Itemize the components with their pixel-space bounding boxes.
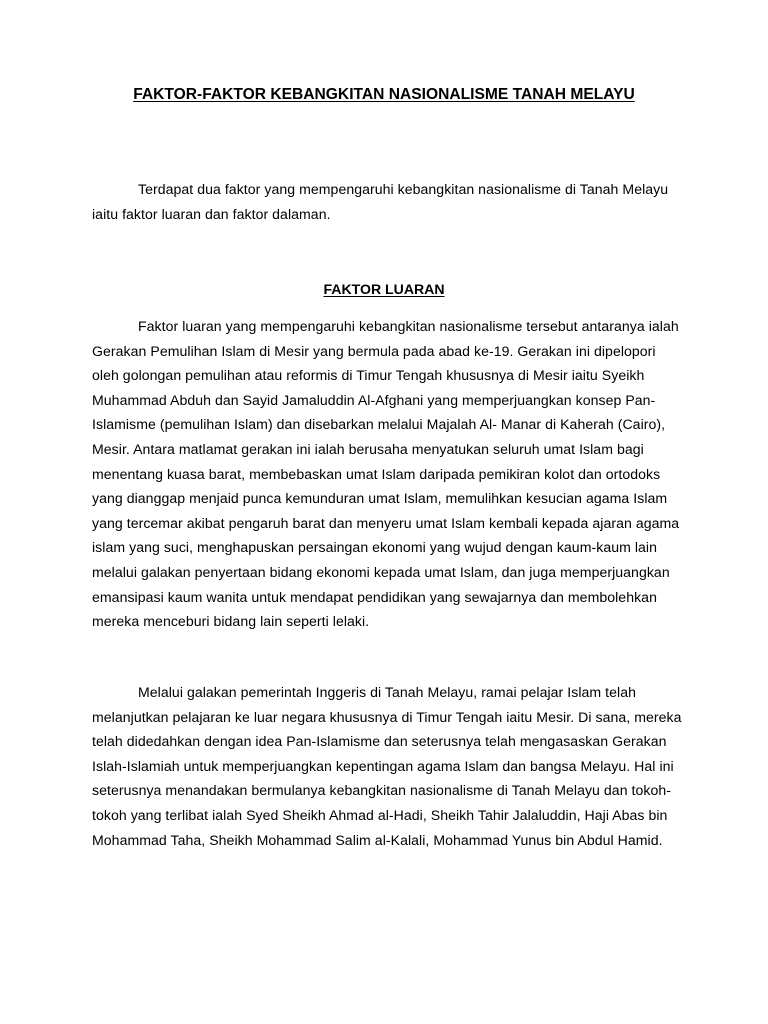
- document-title: FAKTOR-FAKTOR KEBANGKITAN NASIONALISME TANAH MELAYU: [133, 86, 635, 103]
- section-heading: FAKTOR LUARAN: [323, 281, 445, 297]
- body-paragraph-2: Melalui galakan pemerintah Inggeris di Tanah Melayu, ramai pelajar Islam telah melanjutkan pelajaran ke luar negara khususnya di Timur Tengah iaitu Mesir. Di sana, mereka telah didedahkan dengan idea Pan-Islamisme dan seterusnya telah mengasaskan Gerakan Islah-Islamiah untuk memperjuangkan kepentingan agama Islam dan bangsa Melayu. Hal ini seterusnya menandakan bermulanya kebangkitan nasionalisme di Tanah Melayu dan tokoh-tokoh yang terlibat ialah Syed Sheikh Ahmad al-Hadi, Sheikh Tahir Jalaluddin, Haji Abas bin Mohammad Taha, Sheikh Mohammad Salim al-Kalali, Mohammad Yunus bin Abdul Hamid.: [92, 684, 682, 848]
- intro-paragraph: Terdapat dua faktor yang mempengaruhi kebangkitan nasionalisme di Tanah Melayu iaitu faktor luaran dan faktor dalaman.: [92, 181, 669, 222]
- body-paragraph-1: Faktor luaran yang mempengaruhi kebangkitan nasionalisme tersebut antaranya ialah Gerakan Pemulihan Islam di Mesir yang bermula pada abad ke-19. Gerakan ini dipelopori oleh golongan pemulihan atau reformis di Timur Tengah khususnya di Mesir iaitu Syeikh Muhammad Abduh dan Sayid Jamaluddin Al-Afghani yang memperjuangkan konsep Pan-Islamisme (pemulihan Islam) dan disebarkan melalui Majalah Al- Manar di Kaherah (Cairo), Mesir. Antara matlamat gerakan ini ialah berusaha menyatukan seluruh umat Islam bagi menentang kuasa barat, membebaskan umat Islam daripada pemikiran kolot dan ortodoks yang dianggap menjaid punca kemunduran umat Islam, memulihkan kesucian agama Islam yang tercemar akibat pengaruh barat dan menyeru umat Islam kembali kepada ajaran agama islam yang suci, menghapuskan persaingan ekonomi yang wujud dengan kaum-kaum lain melalui galakan penyertaan bidang ekonomi kepada umat Islam, dan juga memperjuangkan emansipasi kaum wanita untuk mendapat pendidikan yang sewajarnya dan membolehkan mereka menceburi bidang lain seperti lelaki.: [92, 318, 680, 630]
